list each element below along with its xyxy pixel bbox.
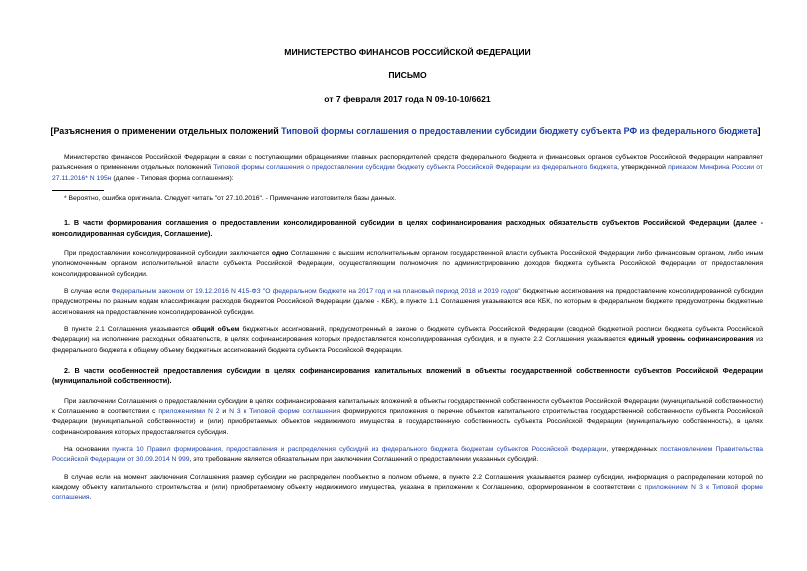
subject-open: [Разъяснения о применении отдельных положений [50, 126, 282, 136]
intro-link-typical-form[interactable]: Типовой формы соглашения о предоставлении субсидии бюджету субъекта Российской Федерации из федерального бюджета [213, 164, 618, 172]
s1p3-text-3: из федерального бюджета к общему объему бюджетных ассигнований бюджета субъекта Российской Федерации. [52, 336, 763, 354]
s1p3-bold-1: общий объем [192, 325, 240, 333]
section-1-paragraph-2 [52, 287, 763, 318]
s2p2-link-rules[interactable]: пункта 10 Правил формирования, предоставления и распределения субсидий из федерального бюджета бюджетам субъектов Российской Федерации [112, 446, 607, 454]
s2p2-text-2: , утвержденных [606, 446, 661, 454]
s2p2-link-resolution[interactable]: постановлением Правительства Российской Федерации от 30.09.2014 N 999 [52, 446, 763, 464]
subject-close: ] [757, 126, 761, 136]
document-date-number: от 7 февраля 2017 года N 09-10-10/6621 [324, 94, 491, 104]
section-2-paragraph-3 [52, 473, 763, 504]
s1p2-text-1: В случае если [64, 288, 112, 296]
s2p2-text-3: , это требование является обязательным при заключении Соглашений о предоставлении указанных субсидий. [189, 456, 539, 464]
section-1-paragraph-1 [52, 249, 763, 280]
s1p3-text-1: В пункте 2.1 Соглашения указывается [64, 325, 193, 333]
section-2-paragraph-1 [52, 397, 763, 438]
footnote: * Вероятно, ошибка оригинала. Следует читать "от 27.10.2016". - Примечание изготовителя базы данных. [64, 194, 397, 202]
s1p1-text-1: При предоставлении консолидированной субсидии заключается [64, 250, 272, 258]
s1p2-link-federal-law[interactable]: Федеральным законом от 19.12.2016 N 415-ФЗ "О федеральном бюджете на 2017 год и на плановый период 2018 и 2019 годов" [111, 288, 521, 296]
intro-link-order[interactable]: приказом Минфина России от 27.11.2016* N 195н [52, 164, 763, 182]
s1p1-text-2: Соглашение с высшим исполнительным органом государственной власти субъекта Российской Федерации либо финансовым органом, либо иным уполномоченным органом исполнительной власти субъекта Российской Федерации, осуществляющим полномочия по администрированию доходов бюджета субъекта Российской Федерации от предоставления консолидированной субсидии. [52, 250, 763, 278]
document-subject [48, 125, 763, 137]
intro-paragraph [52, 153, 763, 184]
s2p1-text-2: и [219, 408, 230, 416]
s2p2-text-1: На основании [64, 446, 113, 454]
s2p1-text-3: формируются приложения о перечне объектов капитального строительства государственной собственности субъекта Российской Федерации (муниципальной собственности) и (или) приобретаемых объектов недвижимого имущества в государственную собственность субъекта Российской Федерации (муниципальную собственность), в целях софинансирования которых предоставляется субсидия. [52, 408, 763, 436]
s1p1-bold-1: одно [271, 250, 289, 258]
s2p1-text-1: При заключении Соглашения о предоставлении субсидии в целях софинансирования капитальных вложений в объекты государственной собственности субъектов Российской Федерации (муниципальной собственности) к Соглашению в соответствии с [52, 397, 763, 416]
s1p2-text-2: бюджетные ассигнования на предоставление консолидированной субсидии предусмотрены по разным кодам классификации расходов бюджетов Российской Федерации (далее - КБК), в пункте 1.1 Соглашения указываются все КБК, по которым в федеральном бюджете предусмотрены бюджетные ассигнования на предоставление консолидированной субсидии. [52, 288, 764, 316]
s2p3-text-1: В случае если на момент заключения Соглашения размер субсидии не распределен пообъектно в полном объеме, в пункте 2.2 Соглашения указывается размер субсидии, информация о распределении которой по каждому объекту капитального строительства и (или) приобретаемому объекту недвижимого имущества, указана в приложении к Соглашению, сформированном в соответствии с [52, 473, 763, 491]
s1p3-text-2: бюджетных ассигнований, предусмотренный в законе о бюджете субъекта Российской Федерации (сводной бюджетной росписи бюджета субъекта Российской Федерации) на исполнение расходных обязательств, в целях софинансирования которых предоставляется консолидированная субсидия, и в пункте 2.2 Соглашения указывается [52, 325, 764, 344]
intro-text-1: Министерство финансов Российской Федерации в связи с поступающими обращениями главных распорядителей средств федерального бюджета и финансовых органов субъектов Российской Федерации направляет разъяснения о применении отдельных положений [52, 154, 763, 172]
section-2-paragraph-2 [52, 445, 763, 466]
s2p1-link-annex-3[interactable]: N 3 к Типовой форме соглашения [229, 408, 341, 416]
ministry-title: МИНИСТЕРСТВО ФИНАНСОВ РОССИЙСКОЙ ФЕДЕРАЦИИ [284, 47, 531, 57]
intro-text-3: (далее - Типовая форма соглашения): [111, 174, 234, 182]
intro-text-2: , утвержденной [617, 164, 669, 172]
s2p3-link-annex-3[interactable]: приложением N 3 к Типовой форме соглашения [52, 483, 763, 502]
section-2-heading: 2. В части особенностей предоставления субсидии в целях софинансирования капитальных вложений в объекты государственной собственности субъектов Российской Федерации (муниципальной собственности). [52, 365, 763, 386]
s2p1-link-annex-2[interactable]: приложениями N 2 [158, 408, 220, 416]
footnote-divider [52, 190, 104, 191]
s1p3-bold-2: единый уровень софинансирования [628, 336, 754, 344]
s2p3-text-2: . [89, 494, 92, 502]
section-1-heading: 1. В части формирования соглашения о предоставлении консолидированной субсидии в целях софинансирования расходных обязательств субъектов Российской Федерации (далее - консолидированная субсидия, Соглашение). [52, 218, 763, 238]
subject-link-typical-form[interactable]: Типовой формы соглашения о предоставлении субсидии бюджету субъекта РФ из федерального бюджета [281, 126, 758, 136]
section-1-paragraph-3 [52, 325, 763, 356]
document-type: ПИСЬМО [388, 70, 427, 80]
